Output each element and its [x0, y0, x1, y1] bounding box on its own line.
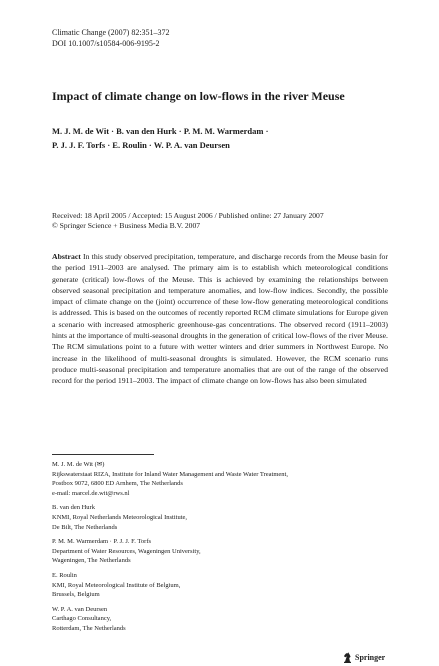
affiliation-line: KMI, Royal Meteorological Institute of Belgium, [52, 581, 181, 589]
journal-header [52, 27, 170, 49]
footnote-divider [52, 454, 154, 455]
article-meta [52, 211, 392, 231]
abstract-label: Abstract [52, 252, 81, 261]
affiliation-line: Wageningen, The Netherlands [52, 557, 131, 565]
affiliation-author: E. Roulin [52, 571, 77, 579]
affiliation-block [52, 460, 392, 498]
affiliation-block [52, 537, 392, 566]
springer-chess-knight-icon [342, 651, 353, 664]
affiliation-line: De Bilt, The Netherlands [52, 523, 118, 531]
journal-citation: Climatic Change (2007) 82:351–372 [52, 28, 170, 37]
abstract [52, 251, 388, 387]
publisher-name: Springer [355, 653, 386, 662]
copyright-notice: © Springer Science + Business Media B.V. 2007 [52, 221, 201, 230]
affiliation-line: Rotterdam, The Netherlands [52, 624, 126, 632]
affiliation-line: KNMI, Royal Netherlands Meteorological Institute, [52, 513, 188, 521]
affiliation-block [52, 571, 392, 600]
affiliation-line: Brussels, Belgium [52, 591, 100, 599]
publisher-logo [342, 651, 385, 664]
publication-dates: Received: 18 April 2005 / Accepted: 15 August 2006 / Published online: 27 January 2007 [52, 211, 324, 220]
affiliation-block [52, 503, 392, 532]
author-line-2: P. J. J. F. Torfs · E. Roulin · W. P. A. van Deursen [52, 140, 230, 150]
affiliation-line: Carthago Consultancy, [52, 615, 112, 623]
affiliation-block [52, 605, 392, 634]
affiliation-author: P. M. M. Warmerdam · P. J. J. F. Torfs [52, 538, 152, 546]
abstract-text: In this study observed precipitation, temperature, and discharge records from the Meuse basin for the period 1911–2003 are analysed. The primary aim is to establish which meteorological conditions generate (critical) low-flows of the Meuse. This is achieved by examining the relationships between observed seasonal precipitation and temperature anomalies, and low-flow indices. Secondly, the possible impact of climate change on the (joint) occurrence of these low-flow generating meteorological conditions is addressed. This is based on the outcomes of recently reported RCM climate simulations for Europe given a scenario with increased atmospheric greenhouse-gas concentrations. The observed record (1911–2003) hints at the importance of multi-seasonal droughts in the generation of critical low-flows of the river Meuse. The RCM simulations point to a future with wetter winters and drier summers in Northwest Europe. No increase in the likelihood of multi-seasonal droughts is simulated. However, the RCM scenario runs produce multi-seasonal precipitation and temperature anomalies that are out of the range of the observed record for the period 1911–2003. The impact of climate change on low-flows has also been simulated [52, 252, 388, 386]
author-line-1: M. J. M. de Wit · B. van den Hurk · P. M. M. Warmerdam · [52, 126, 269, 136]
affiliation-author: W. P. A. van Deursen [52, 605, 108, 613]
affiliation-line: Postbox 9072, 6800 ED Arnhem, The Netherlands [52, 480, 183, 488]
journal-doi: DOI 10.1007/s10584-006-9195-2 [52, 39, 160, 48]
affiliations [52, 460, 392, 639]
affiliation-author: M. J. M. de Wit (✉) [52, 461, 105, 468]
affiliation-line: Rijkswaterstaat RIZA, Institute for Inland Water Management and Waste Water Treatment, [52, 470, 288, 478]
author-list [52, 124, 392, 152]
paper-title: Impact of climate change on low-flows in the river Meuse [52, 89, 345, 103]
affiliation-line: Department of Water Resources, Wageningen University, [52, 547, 201, 555]
affiliation-author: B. van den Hurk [52, 504, 95, 512]
affiliation-line: e-mail: marcel.de.wit@rws.nl [52, 489, 130, 497]
